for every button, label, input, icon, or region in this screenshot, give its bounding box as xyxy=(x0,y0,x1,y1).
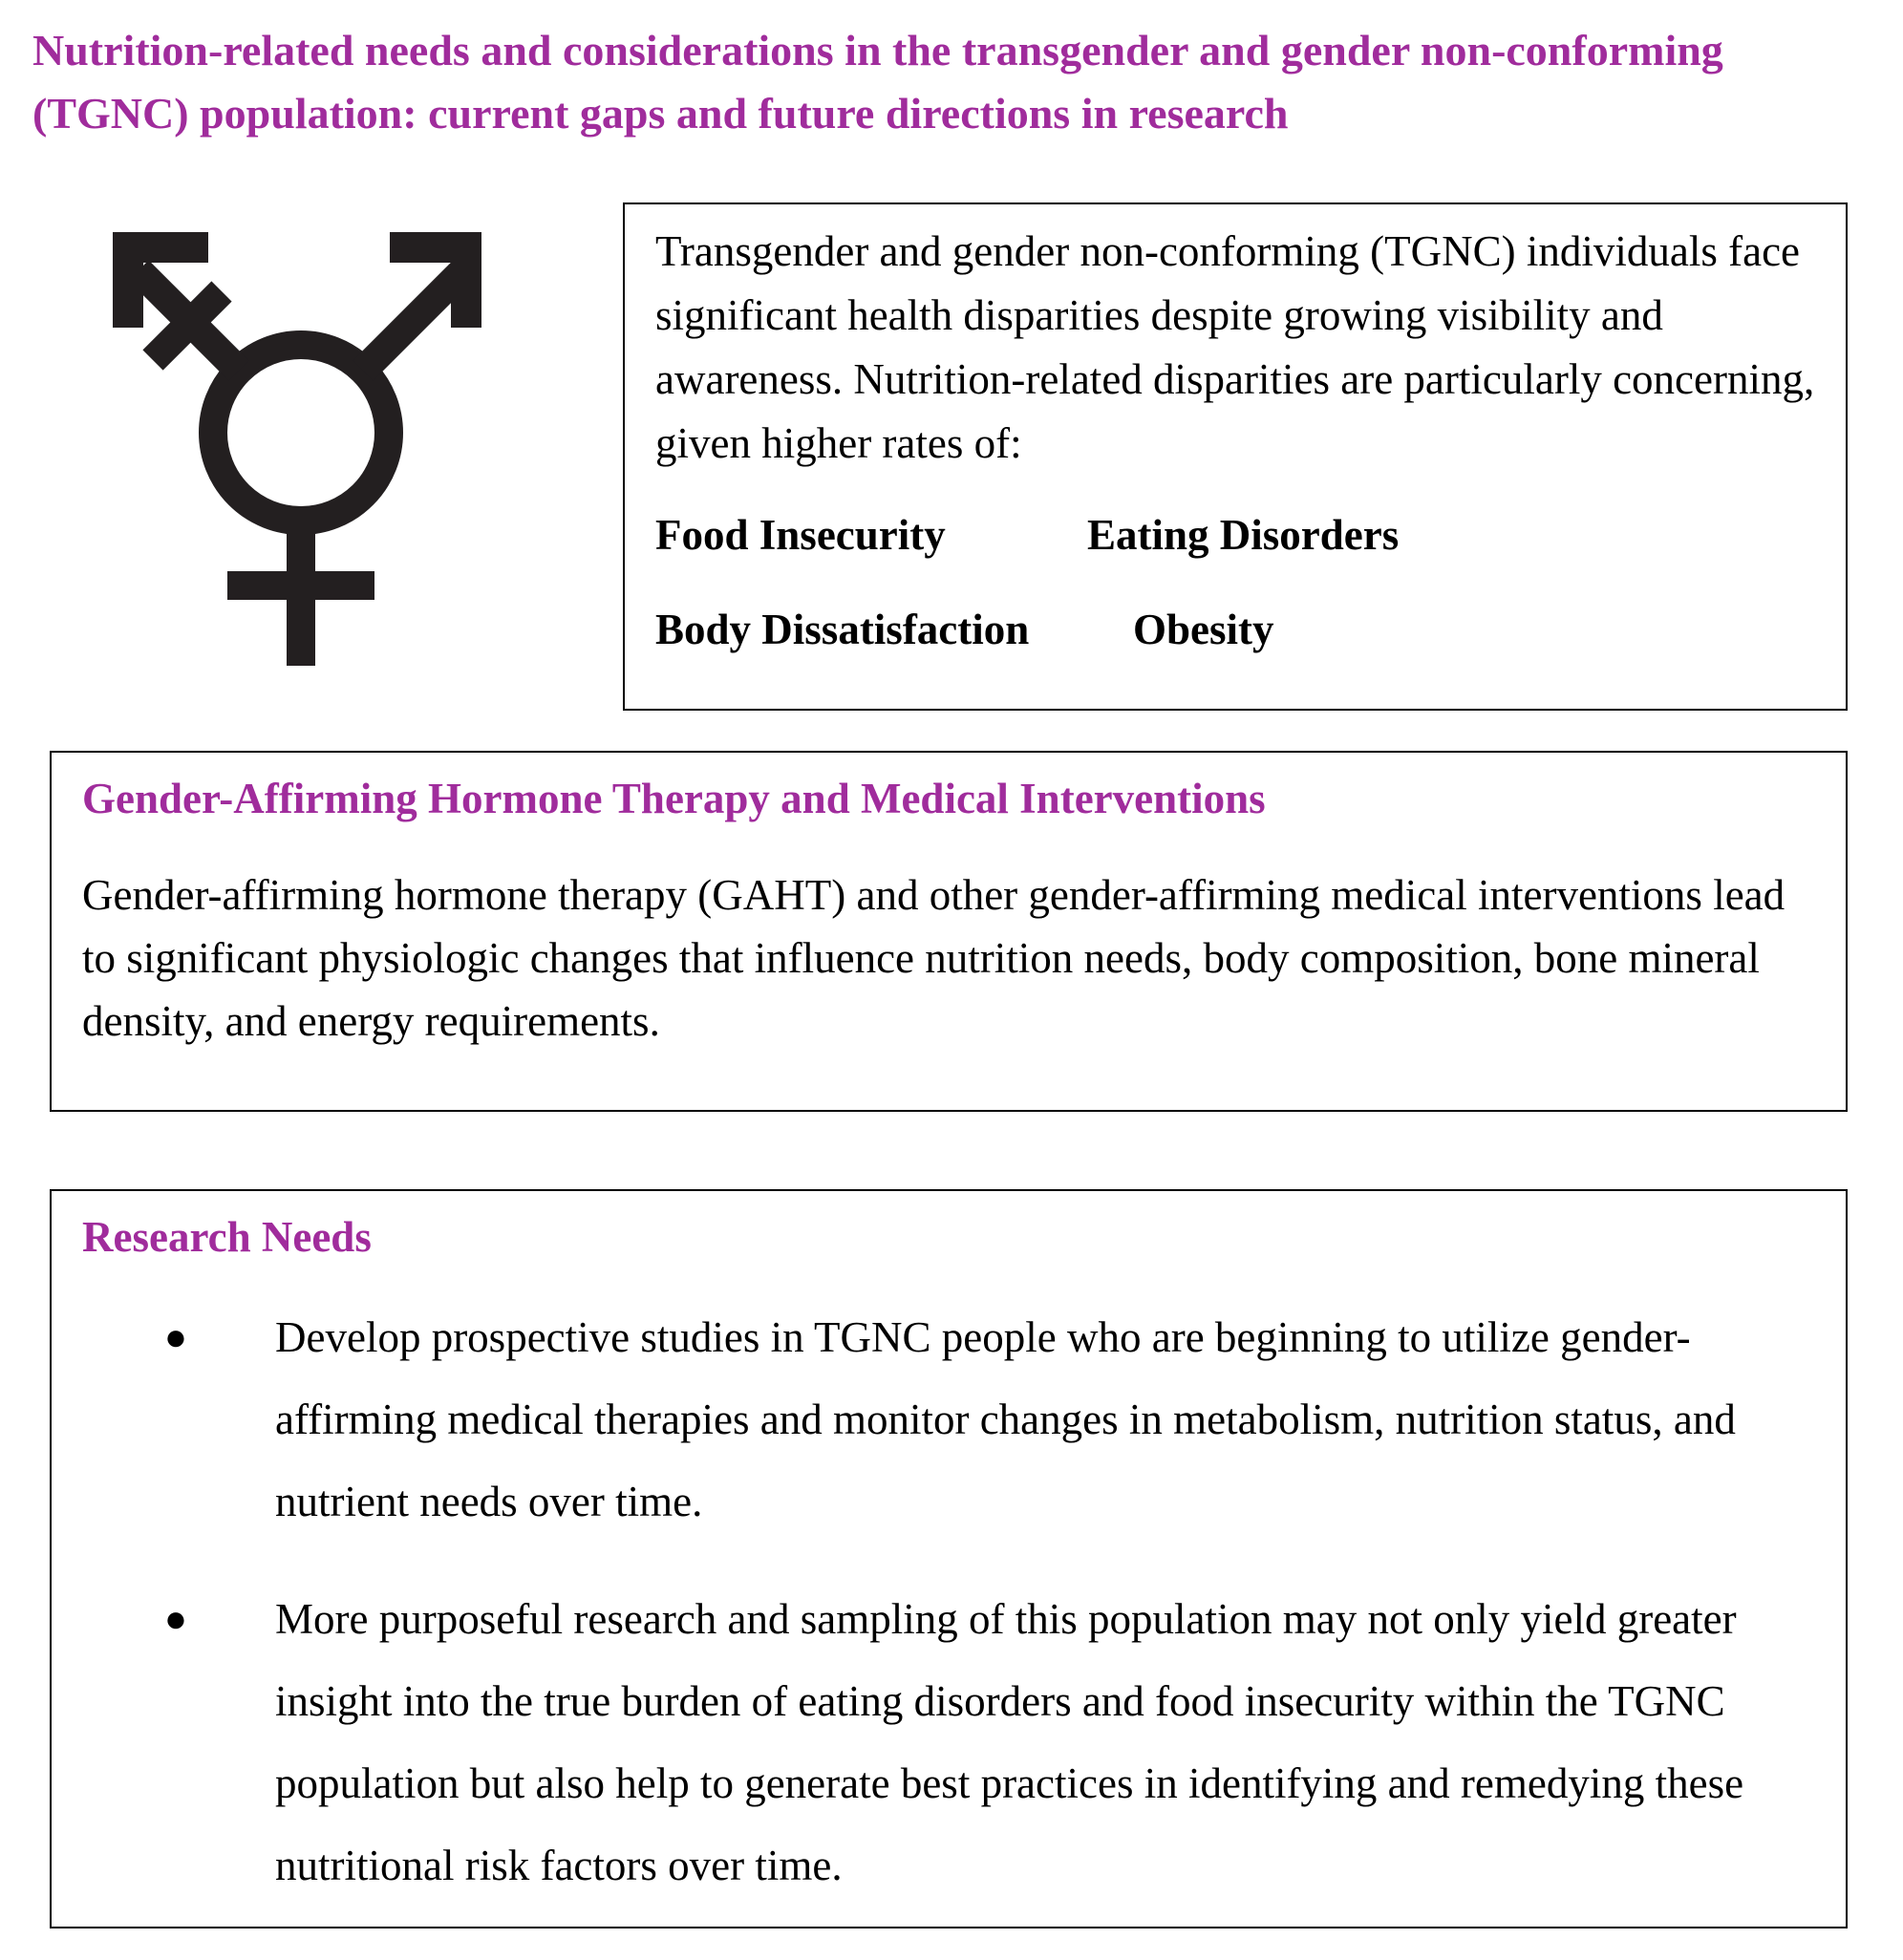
research-bullet-text: More purposeful research and sampling of this population may not only yield greater insight into the true burden of eating disorders and food insecurity within the TGNC population but also help to generate best practices in identifying and remedying these nutritional risk factors over time. xyxy=(275,1595,1744,1889)
intro-text: Transgender and gender non-conforming (TGNC) individuals face significant health disparities despite growing visibility and awareness. Nutrition-related disparities are particularly concerning, given higher rates of: xyxy=(655,227,1815,467)
bullet-icon: ● xyxy=(163,1315,188,1358)
research-heading: Research Needs xyxy=(82,1213,372,1261)
risk-factor-obesity: Obesity xyxy=(1133,606,1274,653)
risk-factor-eating-disorders: Eating Disorders xyxy=(1087,511,1400,559)
gaht-text: Gender-affirming hormone therapy (GAHT) and other gender-affirming medical interventions lead to significant physiologic changes that influence nutrition needs, body composition, bone mineral density, and energy requirements. xyxy=(82,871,1785,1045)
intro-box xyxy=(623,202,1848,711)
gaht-heading: Gender-Affirming Hormone Therapy and Medical Interventions xyxy=(82,775,1266,822)
risk-factor-body-dissatisfaction: Body Dissatisfaction xyxy=(655,606,1030,653)
list-item xyxy=(157,1296,1800,1543)
list-item xyxy=(157,1578,1800,1907)
risk-factor-food-insecurity: Food Insecurity xyxy=(655,511,946,559)
research-box xyxy=(50,1189,1848,1928)
gaht-box xyxy=(50,751,1848,1112)
transgender-symbol-icon xyxy=(105,224,497,673)
page-title: Nutrition-related needs and considerations in the transgender and gender non-conforming (TGNC) population: current gaps and future directions in research xyxy=(32,26,1723,138)
bullet-icon: ● xyxy=(163,1597,188,1640)
research-bullet-text: Develop prospective studies in TGNC people who are beginning to utilize gender-affirming medical therapies and monitor changes in metabolism, nutrition status, and nutrient needs over time. xyxy=(275,1313,1736,1525)
